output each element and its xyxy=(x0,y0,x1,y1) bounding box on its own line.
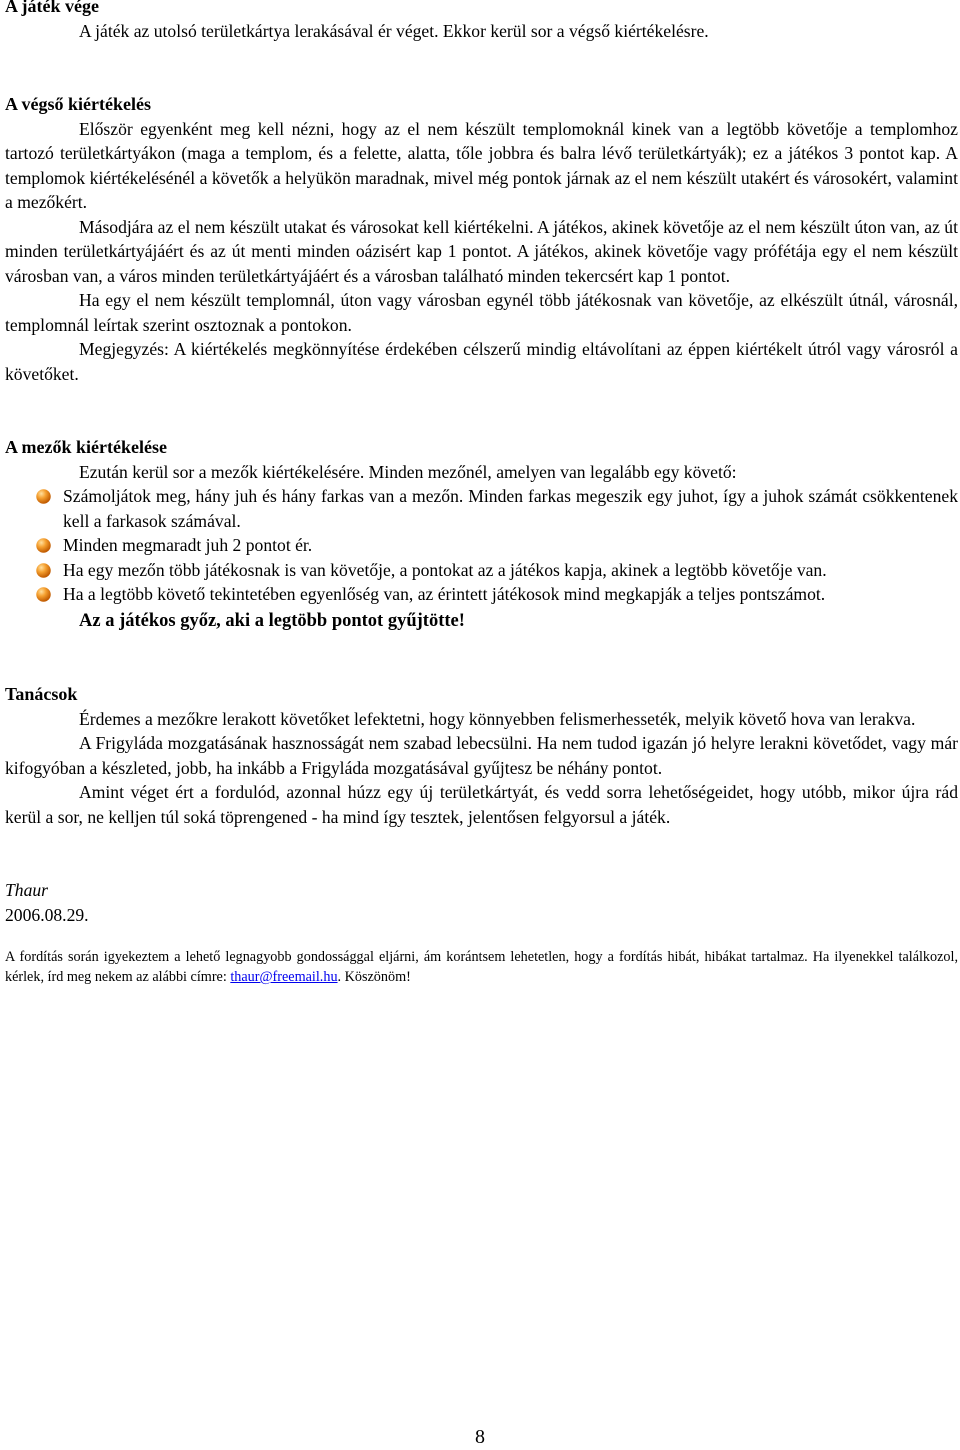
final-paragraph-2: Másodjára az el nem készült utakat és városokat kell kiértékelni. A játékos, akinek követője az el nem készült úton van, az út minden területkártyájáért és az út menti minden oázisért kap 1 pontot. A játékos, akinek követője vagy prófétája egy el nem készült városban van, a város minden területkártyájáért és a városban található minden tekercsért kap 1 pontot. xyxy=(5,216,958,286)
page-number: 8 xyxy=(475,1426,485,1448)
orange-ball-icon xyxy=(35,562,52,579)
spacer xyxy=(5,927,958,947)
list-item xyxy=(5,484,958,533)
translator-note xyxy=(5,947,958,987)
list-item xyxy=(5,558,958,583)
spacer xyxy=(5,829,958,878)
tips-paragraph-1: Érdemes a mezőkre lerakott követőket lefektetni, hogy könnyebben felismerhesseték, melyik követő hova van lerakva. xyxy=(79,708,916,729)
bullet-text: Számoljátok meg, hány juh és hány farkas van a mezőn. Minden farkas megeszik egy juhot, így a juhok számát csökkentenek kell a farkasok számával. xyxy=(63,486,958,531)
bullet-text: Ha egy mezőn több játékosnak is van követője, a pontokat az a játékos kapja, akinek a legtöbb követője van. xyxy=(63,559,827,580)
section-heading-end: A játék vége xyxy=(5,0,99,16)
email-link[interactable]: thaur@freemail.hu xyxy=(230,969,338,985)
bullet-text: Ha a legtöbb követő tekintetében egyenlőség van, az érintett játékosok mind megkapják a teljes pontszámot. xyxy=(63,584,826,604)
spacer xyxy=(5,43,958,92)
final-paragraph-1: Először egyenként meg kell nézni, hogy az el nem készült templomoknál kinek van a legtöbb követője a templomhoz tartozó területkártyákon (maga a templom, és a felette, alatta, tőle jobbra és balra lévő területkártyák); ez a játékos 3 pontot kap. A templomok kiértékelésénél a követők a helyükön maradnak, mivel még pontok járnak az el nem készült utakért és városokért, valamint a mezőkért. xyxy=(5,118,958,212)
list-item xyxy=(5,582,958,607)
section-heading-fields: A mezők kiértékelése xyxy=(5,437,167,457)
note-text: A fordítás során igyekeztem a lehető legnagyobb gondossággal eljárni, ám korántsem lehetetlen, hogy a fordítás hibát, hibákat tartalmaz. Ha ilyenekkel találkozol, kérlek, írd meg nekem az alábbi címre: xyxy=(5,949,958,985)
tips-paragraph-3: Amint véget ért a fordulód, azonnal húzz egy új területkártyát, és vedd sorra lehetőségeidet, hogy utóbb, mikor újra rád kerül a sor, ne kelljen túl soká töprengened - ha mind így tesztek, jelentősen felgyorsul a játék. xyxy=(5,782,958,827)
fields-bullet-list xyxy=(5,484,958,607)
signature-date: 2006.08.29. xyxy=(5,904,89,925)
fields-intro: Ezután kerül sor a mezők kiértékelésére. Minden mezőnél, amelyen van legalább egy követő: xyxy=(79,461,737,482)
signature-name: Thaur xyxy=(5,880,49,900)
spacer xyxy=(5,386,958,435)
section-heading-final: A végső kiértékelés xyxy=(5,94,151,114)
orange-ball-icon xyxy=(35,488,52,505)
tips-paragraph-2: A Frigyláda mozgatásának hasznosságát nem szabad lebecsülni. Ha nem tudod igazán jó helyre lerakni követődet, vagy már kifogyóban a készleted, jobb, ha inkább a Frigyláda mozgatásával gyűjtesz be néhány pontot. xyxy=(5,733,958,778)
end-paragraph: A játék az utolsó területkártya lerakásával ér véget. Ekkor kerül sor a végső kiértékelésre. xyxy=(79,20,709,41)
spacer xyxy=(5,633,958,682)
list-item xyxy=(5,533,958,558)
winner-statement: Az a játékos győz, aki a legtöbb pontot gyűjtötte! xyxy=(79,610,465,631)
document-page xyxy=(5,0,958,987)
bullet-text: Minden megmaradt juh 2 pontot ér. xyxy=(63,535,313,555)
final-paragraph-3: Ha egy el nem készült templomnál, úton vagy városban egynél több játékosnak van követője, az elkészült útnál, városnál, templomnál leírtak szerint osztoznak a pontokon. xyxy=(5,290,958,335)
final-paragraph-4: Megjegyzés: A kiértékelés megkönnyítése érdekében célszerű mindig eltávolítani az éppen kiértékelt útról vagy városról a követőket. xyxy=(5,339,958,384)
orange-ball-icon xyxy=(35,586,52,603)
note-text-end: . Köszönöm! xyxy=(337,969,411,985)
section-heading-tips: Tanácsok xyxy=(5,684,78,704)
orange-ball-icon xyxy=(35,537,52,554)
